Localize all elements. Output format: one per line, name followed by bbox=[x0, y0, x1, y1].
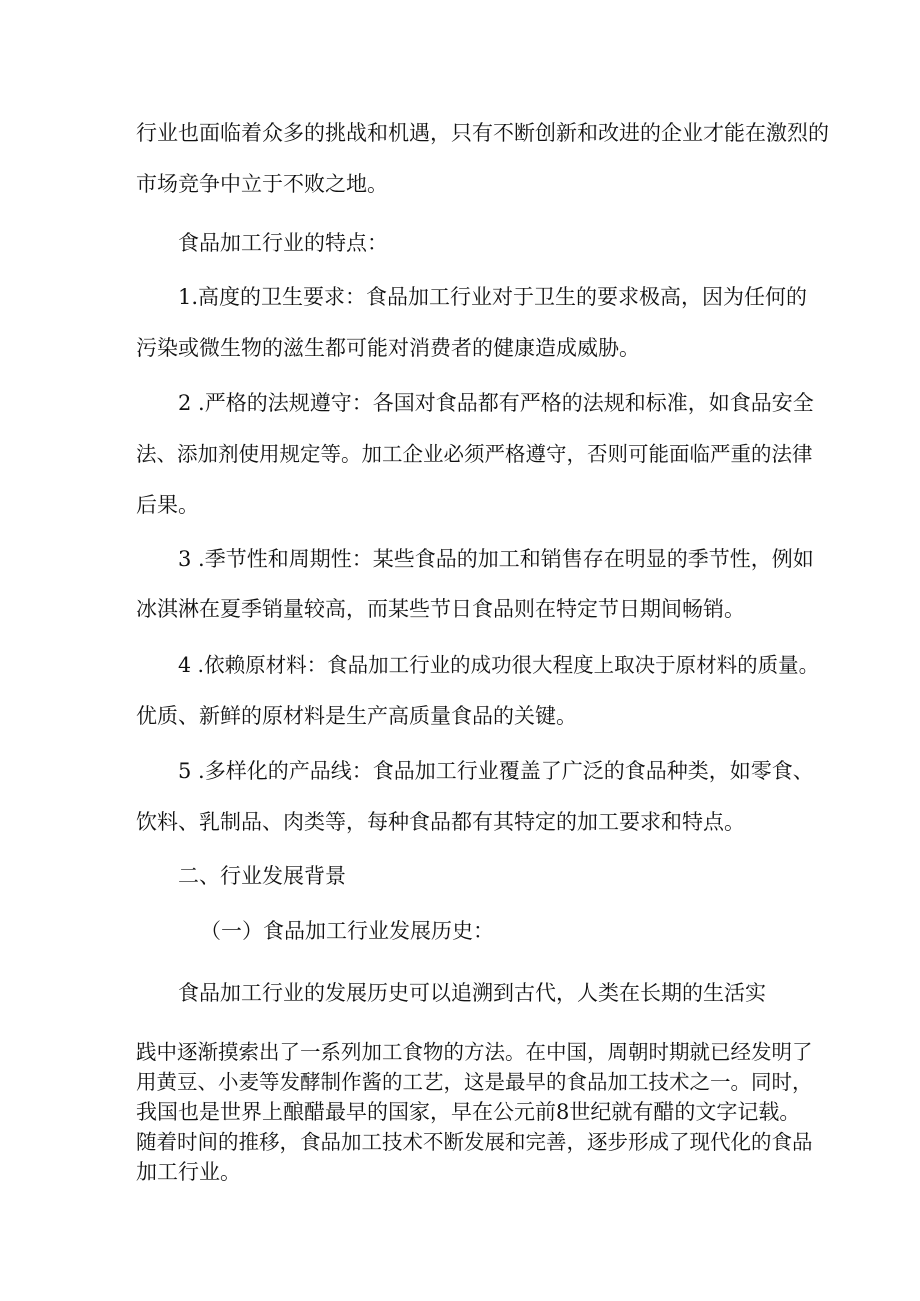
list-item: 1.高度的卫生要求：食品加工行业对于卫生的要求极高，因为任何的 bbox=[178, 285, 808, 309]
text-line: 加工行业。 bbox=[136, 1160, 241, 1184]
text-line: 法、添加剂使用规定等。加工企业必须严格遵守，否则可能面临严重的法律 bbox=[136, 442, 813, 466]
text-line: 用黄豆、小麦等发酵制作酱的工艺，这是最早的食品加工技术之一。同时， bbox=[136, 1070, 813, 1094]
list-item: 3 .季节性和周期性：某些食品的加工和销售存在明显的季节性，例如 bbox=[178, 547, 814, 571]
list-item: 5 .多样化的产品线：食品加工行业覆盖了广泛的食品种类，如零食、 bbox=[178, 759, 814, 783]
text-line: 食品加工行业的发展历史可以追溯到古代，人类在长期的生活实 bbox=[178, 981, 766, 1005]
text-line: 污染或微生物的滋生都可能对消费者的健康造成威胁。 bbox=[136, 336, 640, 360]
subsection-heading: （一）食品加工行业发展历史： bbox=[200, 919, 494, 943]
text-line: 行业也面临着众多的挑战和机遇，只有不断创新和改进的企业才能在激烈的 bbox=[136, 121, 829, 145]
text-line: 冰淇淋在夏季销量较高，而某些节日食品则在特定节日期间畅销。 bbox=[136, 597, 745, 621]
section-heading: 食品加工行业的特点： bbox=[178, 231, 388, 255]
text-line: 随着时间的推移，食品加工技术不断发展和完善，逐步形成了现代化的食品 bbox=[136, 1130, 813, 1154]
section-heading: 二、行业发展背景 bbox=[178, 864, 346, 888]
text-line: 践中逐渐摸索出了一系列加工食物的方法。在中国，周朝时期就已经发明了 bbox=[136, 1040, 813, 1064]
text-line: 饮料、乳制品、肉类等，每种食品都有其特定的加工要求和特点。 bbox=[136, 810, 745, 834]
list-item: 2 .严格的法规遵守：各国对食品都有严格的法规和标准，如食品安全 bbox=[178, 391, 814, 415]
text-line: 市场竞争中立于不败之地。 bbox=[136, 172, 388, 196]
text-line: 后果。 bbox=[136, 493, 199, 517]
text-line: 我国也是世界上酿醋最早的国家，早在公元前8世纪就有醋的文字记载。 bbox=[136, 1100, 801, 1124]
text-line: 优质、新鲜的原材料是生产高质量食品的关键。 bbox=[136, 704, 577, 728]
list-item: 4 .依赖原材料：食品加工行业的成功很大程度上取决于原材料的质量。 bbox=[178, 653, 820, 677]
